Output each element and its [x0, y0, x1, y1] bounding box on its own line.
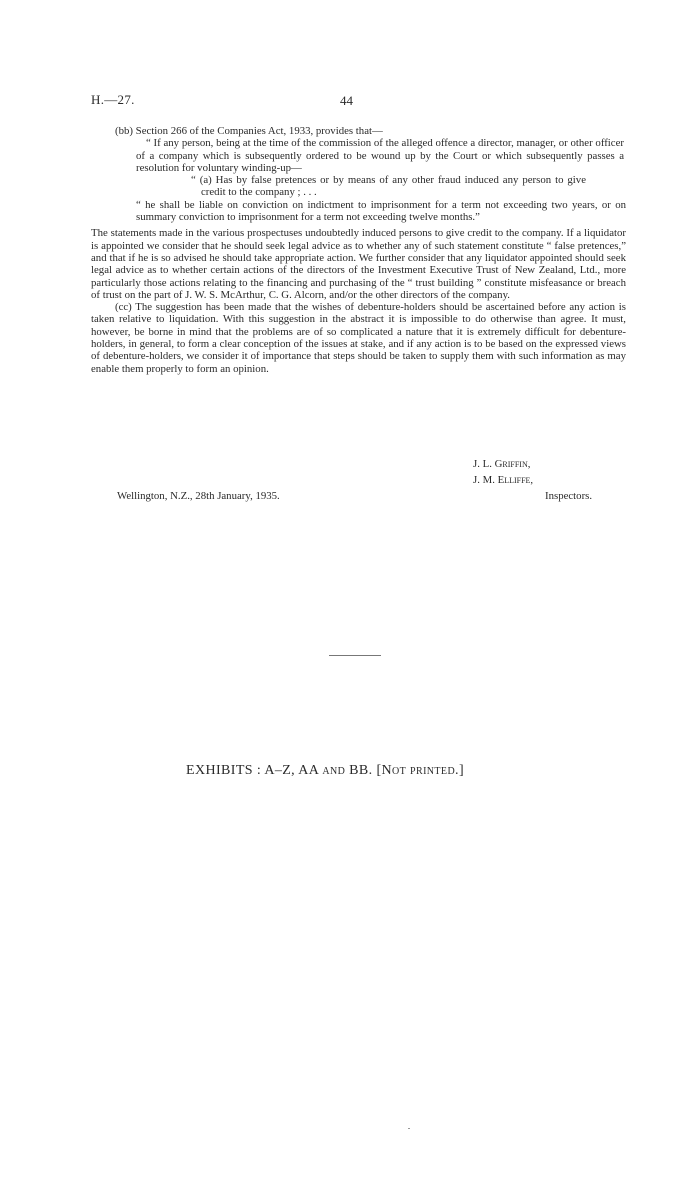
quote-penalty: “ he shall be liable on conviction on indictment to imprisonment for a term not exceeding two years, or on summary conviction to imprisonment for a term not exceeding twelve months.”: [136, 198, 626, 224]
signature-block: [473, 456, 592, 504]
signatory-elliffe: J. M. Elliffe,: [473, 474, 534, 486]
exhibits-conjunction: and: [322, 763, 346, 778]
section-divider: [329, 655, 381, 656]
signatory-griffin: J. L. Griffin,: [473, 458, 531, 470]
signatory-title: Inspectors.: [545, 490, 593, 502]
quote-subsection-a: “ (a) Has by false pretences or by means of any other fraud induced any person to give credit to the company ; . . .: [191, 174, 586, 199]
print-speck: [408, 1128, 410, 1129]
exhibits-label: EXHIBITS :: [186, 763, 262, 778]
document-reference: H.—27.: [91, 92, 135, 107]
exhibits-range: A–Z, AA: [264, 763, 319, 778]
exhibits-note: [Not printed.]: [376, 763, 465, 778]
body-text: [91, 125, 626, 375]
dateline: Wellington, N.Z., 28th January, 1935.: [117, 490, 280, 502]
exhibits-last: BB.: [349, 763, 373, 778]
paragraph-prospectuses: The statements made in the various prospectuses undoubtedly induced persons to give credit to the company. If a liquidator is appointed we consider that he should seek legal advice as to whether any of such statement constitute “ false pretences,” and that if he is so advised he should take appropriate action. We further consider that any liquidator appointed should seek legal advice as to whether certain actions of the directors of the Investment Executive Trust of New Zealand, Ltd., more particularly those actions relating to the financing and purchasing of the “ trust building ” constitute misfeasance or breach of trust on the part of J. W. S. McArthur, C. G. Alcorn, and/or the other directors of the company.: [91, 227, 626, 301]
page-number: 44: [340, 93, 353, 108]
quote-section-266: “ If any person, being at the time of the commission of the alleged offence a director, manager, or other officer of a company which is subsequently ordered to be wound up by the Court or which subsequently passes a resolution for voluntary winding-up—: [136, 137, 624, 174]
paragraph-bb-intro: (bb) Section 266 of the Companies Act, 1933, provides that—: [115, 125, 383, 137]
exhibits-heading: [186, 763, 464, 779]
paragraph-cc: (cc) The suggestion has been made that the wishes of debenture-holders should be ascertained before any action is taken relative to liquidation. With this suggestion in the abstract it is impossible to do otherwise than agree. It must, however, be borne in mind that the problems are of so complicated a nature that it is extremely difficult for debenture-holders, in general, to form a clear conception of the issues at stake, and if any action is to be based on the expressed views of debenture-holders, we consider it of importance that steps should be taken to supply them with such information as may enable them properly to form an opinion.: [91, 301, 626, 375]
